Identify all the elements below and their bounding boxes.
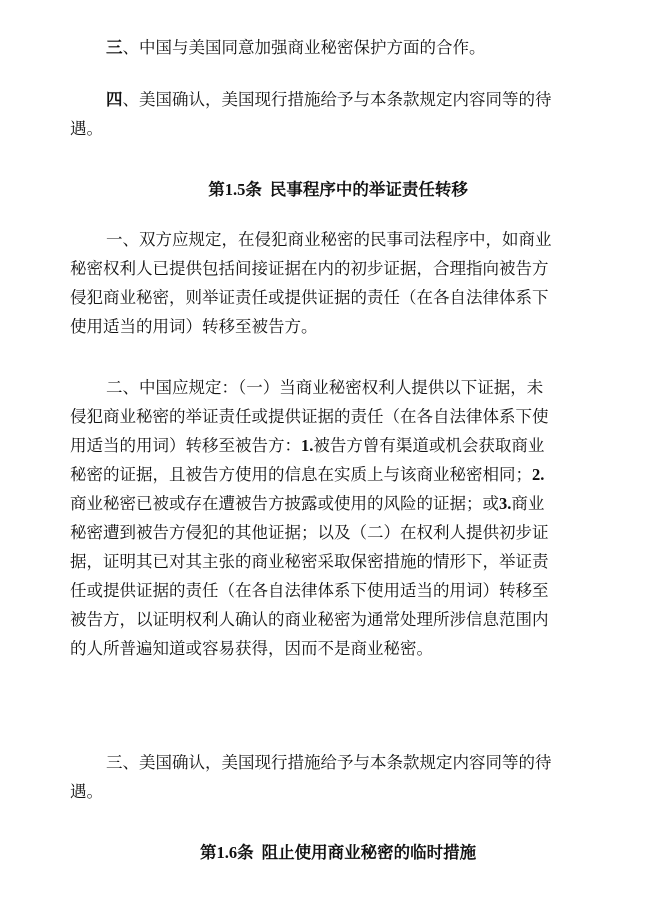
paragraph-yi-burden-shift	[70, 225, 606, 341]
article-title: 民事程序中的举证责任转移	[269, 180, 468, 199]
paragraph-line: 据，证明其已对其主张的商业秘密采取保密措施的情形下，举证责	[70, 552, 549, 571]
paragraph-line: 的人所普遍知道或容易获得，因而不是商业秘密。	[70, 639, 433, 658]
article-title: 阻止使用商业秘密的临时措施	[261, 843, 477, 862]
paragraph-line: 侵犯商业秘密，则举证责任或提供证据的责任（在各自法律体系下	[70, 288, 549, 307]
paragraph-line	[70, 460, 606, 489]
paragraph-line	[70, 489, 606, 518]
paragraph-line: 任或提供证据的责任（在各自法律体系下使用适当的用词）转移至	[70, 581, 549, 600]
paragraph-text: 用适当的用词）转移至被告方：	[70, 436, 301, 455]
paragraph-line: 三、美国确认，美国现行措施给予与本条款规定内容同等的待	[106, 753, 552, 772]
paragraph-text: 秘密的证据，且被告方使用的信息在实质上与该商业秘密相同；	[70, 465, 532, 484]
paragraph-text: 商业	[511, 494, 545, 513]
paragraph-line: 被告方，以证明权利人确认的商业秘密为通常处理所涉信息范围内	[70, 610, 549, 629]
article-1-5-heading	[70, 175, 606, 204]
paragraph-lead: 四	[106, 90, 123, 109]
paragraph-line: 二、中国应规定：（一）当商业秘密权利人提供以下证据，未	[106, 378, 544, 397]
paragraph-text: 遇。	[70, 119, 103, 138]
paragraph-line: 秘密权利人已提供包括间接证据在内的初步证据，合理指向被告方	[70, 259, 549, 278]
item-number: 3.	[499, 494, 512, 513]
paragraph-line: 遇。	[70, 782, 103, 801]
item-number: 2.	[532, 465, 545, 484]
paragraph-text: 被告方曾有渠道或机会获取商业	[313, 436, 545, 455]
paragraph-san-cooperation	[70, 33, 606, 62]
item-number: 1.	[301, 436, 314, 455]
paragraph-er-china-shall	[70, 373, 606, 663]
article-number: 第1.6条	[199, 843, 254, 862]
paragraph-san-us-confirm	[70, 748, 606, 806]
article-number: 第1.5条	[208, 180, 262, 199]
paragraph-text: 、中国与美国同意加强商业秘密保护方面的合作。	[122, 38, 486, 57]
paragraph-line	[70, 33, 606, 62]
article-1-6-heading	[70, 838, 606, 867]
paragraph-line	[70, 85, 606, 114]
paragraph-lead: 三	[106, 38, 123, 57]
paragraph-line: 秘密遭到被告方侵犯的其他证据；以及（二）在权利人提供初步证	[70, 523, 549, 542]
paragraph-text: 、美国确认，美国现行措施给予与本条款规定内容同等的待	[122, 90, 552, 109]
paragraph-si-us-confirm	[70, 85, 606, 143]
paragraph-text: 商业秘密已被或存在遭被告方披露或使用的风险的证据；或	[70, 494, 499, 513]
paragraph-line	[70, 431, 606, 460]
paragraph-line: 侵犯商业秘密的举证责任或提供证据的责任（在各自法律体系下使	[70, 407, 549, 426]
paragraph-line: 使用适当的用词）转移至被告方。	[70, 317, 318, 336]
paragraph-line: 一、双方应规定，在侵犯商业秘密的民事司法程序中，如商业	[106, 230, 552, 249]
paragraph-line	[70, 114, 606, 143]
